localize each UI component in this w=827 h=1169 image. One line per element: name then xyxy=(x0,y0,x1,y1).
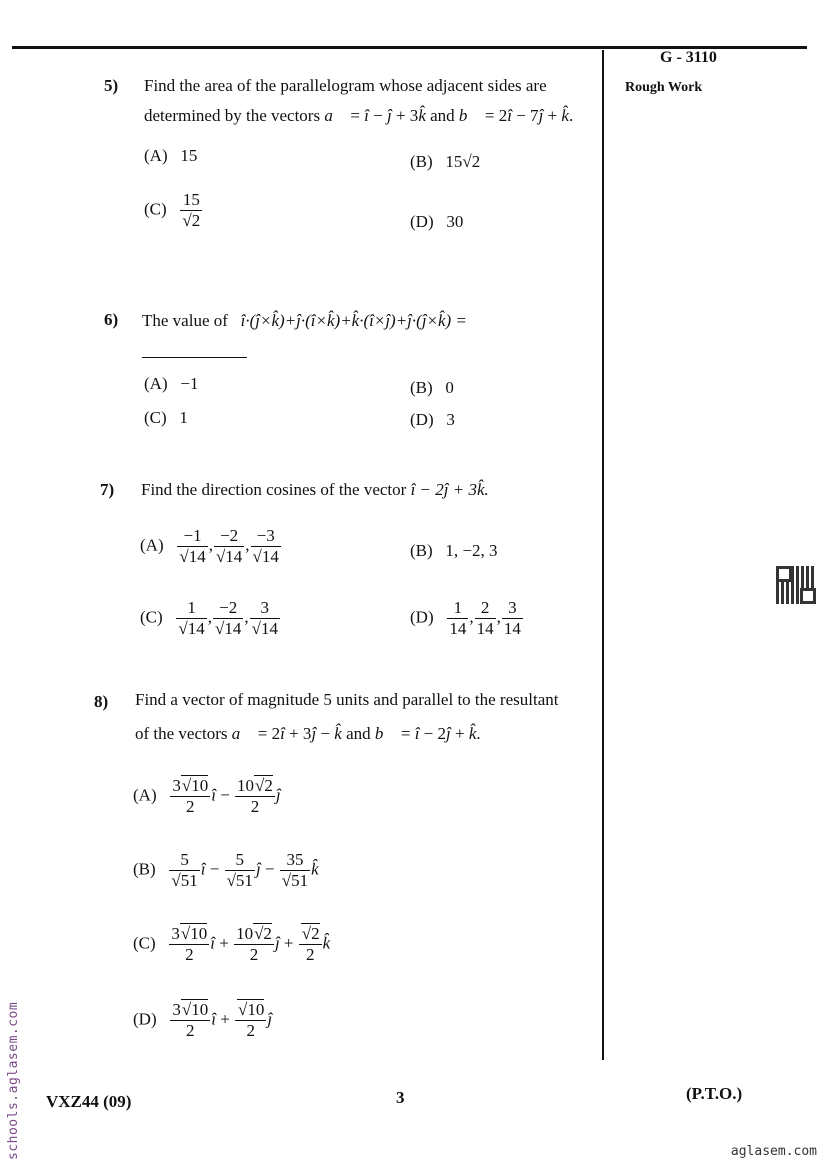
option-value: 15 xyxy=(180,146,198,165)
option-label: (B) xyxy=(410,152,433,171)
option-value: 30 xyxy=(446,212,464,231)
q6-blank xyxy=(142,345,247,363)
option-value: 15√2 xyxy=(445,152,481,171)
q6-option-b[interactable] xyxy=(410,378,454,398)
option-value: 3 xyxy=(446,410,455,429)
pto-label: (P.T.O.) xyxy=(686,1084,743,1103)
option-label: (C) xyxy=(144,199,167,219)
q7-expression: î − 2ĵ + 3k̂. xyxy=(410,480,489,499)
fraction: $\frac{10√2}{2}$ xyxy=(236,924,272,964)
fraction: $\frac{3√10}{2}$ xyxy=(172,776,209,816)
q8-option-c[interactable]: (C) $\frac{3√10}{2}$ î + $\frac{10√2}{2}$ ĵ + $\frac{√2}{2}$ k̂ xyxy=(133,924,331,964)
q7-text-label: Find the direction cosines of the vector xyxy=(141,480,407,499)
fraction: $\frac{-2}{√14}$ xyxy=(215,526,243,566)
option-label: (D) xyxy=(410,607,434,627)
rough-work-divider xyxy=(602,50,604,1060)
fraction: $\frac{3√10}{2}$ xyxy=(171,924,208,964)
q8-text xyxy=(135,688,602,746)
option-label: (D) xyxy=(410,410,434,429)
fraction: $\frac{10√2}{2}$ xyxy=(237,776,273,816)
fraction: $\frac{-2}{√14}$ xyxy=(215,598,242,638)
q6-text-label: The value of xyxy=(142,311,228,330)
fraction: $\frac{3√10}{2}$ xyxy=(172,1000,209,1040)
fraction: $\frac{2}{14}$ xyxy=(476,598,494,638)
fraction: $\frac{5}{√51}$ xyxy=(171,850,198,890)
option-label: (A) xyxy=(144,374,168,393)
fraction: $\frac{1}{14}$ xyxy=(449,598,467,638)
q5-c-fraction: $\frac{15}{√2}$ xyxy=(182,190,201,230)
q6-number: 6) xyxy=(104,310,119,329)
q8-line2-text: of the vectors xyxy=(135,724,228,743)
q8-option-b[interactable]: (B) $\frac{5}{√51}$ î − $\frac{5}{√51}$ ĵ − $\frac{35}{√51}$ k̂ xyxy=(133,850,319,890)
option-value: −1 xyxy=(180,374,199,393)
q5-option-b[interactable] xyxy=(410,152,480,172)
q7-option-c[interactable]: (C) $\frac{1}{√14}$ , $\frac{-2}{√14}$ , $\frac{3}{√14}$ xyxy=(140,598,278,638)
q5-option-d[interactable] xyxy=(410,212,463,232)
fraction: $\frac{-1}{√14}$ xyxy=(179,526,206,566)
q7-option-b[interactable] xyxy=(410,541,498,561)
q5-option-a[interactable] xyxy=(144,146,197,166)
side-watermark: schools.aglasem.com xyxy=(6,1001,21,1160)
option-label: (C) xyxy=(140,607,163,627)
fraction: $\frac{√2}{2}$ xyxy=(299,924,322,965)
fraction: $\frac{35}{√51}$ xyxy=(281,850,309,890)
q5-line1: Find the area of the parallelogram whose adjacent sides are xyxy=(144,76,547,95)
fraction: $\frac{3}{√14}$ xyxy=(251,598,278,638)
q7-text xyxy=(141,478,489,502)
q6-option-a[interactable] xyxy=(144,374,198,394)
fraction: $\frac{√10}{2}$ xyxy=(235,1000,266,1041)
qr-code-icon xyxy=(776,566,816,604)
q5-option-c[interactable] xyxy=(144,190,203,231)
q6-option-c[interactable] xyxy=(144,408,188,428)
fraction: $\frac{5}{√51}$ xyxy=(226,850,253,890)
option-label: (D) xyxy=(133,1009,157,1029)
q8-line1: Find a vector of magnitude 5 units and parallel to the resultant xyxy=(135,690,559,709)
q5-text xyxy=(144,74,602,128)
option-value: 0 xyxy=(445,378,454,397)
q6-text xyxy=(142,309,467,333)
option-label: (A) xyxy=(133,785,157,805)
q8-vectors: a⃗ = 2î + 3ĵ − k̂ and b⃗ = î − 2ĵ + k̂. xyxy=(231,724,481,743)
q5-vectors: a⃗ = î − ĵ + 3k̂ and b⃗ = 2î − 7ĵ + k̂. xyxy=(324,106,574,125)
q8-line2 xyxy=(135,722,602,746)
option-value: 1 xyxy=(179,408,188,427)
option-label: (D) xyxy=(410,212,434,231)
option-value: 1, −2, 3 xyxy=(445,541,498,560)
option-label: (A) xyxy=(140,535,164,555)
q7-option-d[interactable]: (D) $\frac{1}{14}$ , $\frac{2}{14}$ , $\frac{3}{14}$ xyxy=(410,598,521,638)
fraction: $\frac{1}{√14}$ xyxy=(178,598,205,638)
q6-option-d[interactable] xyxy=(410,410,455,430)
q7-number: 7) xyxy=(100,480,115,499)
q8-option-a[interactable]: (A) $\frac{3√10}{2}$ î − $\frac{10√2}{2}$ ĵ xyxy=(133,776,281,816)
fraction: $\frac{-3}{√14}$ xyxy=(252,526,279,566)
option-label: (B) xyxy=(410,378,433,397)
option-label: (B) xyxy=(410,541,433,560)
page-number: 3 xyxy=(396,1088,405,1107)
option-label: (A) xyxy=(144,146,168,165)
option-label: (C) xyxy=(144,408,167,427)
q5-line2 xyxy=(144,104,602,128)
footer-code: VXZ44 (09) xyxy=(46,1092,132,1111)
q8-number: 8) xyxy=(94,692,109,711)
option-label: (B) xyxy=(133,859,156,879)
fraction: $\frac{3}{14}$ xyxy=(503,598,521,638)
option-label: (C) xyxy=(133,933,156,953)
rough-work-label: Rough Work xyxy=(625,80,703,95)
q5-line2-text: determined by the vectors xyxy=(144,106,321,125)
q8-option-d[interactable]: (D) $\frac{3√10}{2}$ î + $\frac{√10}{2}$ ĵ xyxy=(133,1000,273,1040)
q6-expression: î·(ĵ×k̂)+ĵ·(î×k̂)+k̂·(î×ĵ)+ĵ·(ĵ×k̂) = xyxy=(240,311,467,330)
q7-option-a[interactable]: (A) $\frac{-1}{√14}$ , $\frac{-2}{√14}$ , $\frac{-3}{√14}$ xyxy=(140,526,279,566)
bottom-watermark: aglasem.com xyxy=(730,1144,817,1159)
paper-code: G - 3110 xyxy=(660,49,717,66)
q5-number: 5) xyxy=(104,76,119,95)
